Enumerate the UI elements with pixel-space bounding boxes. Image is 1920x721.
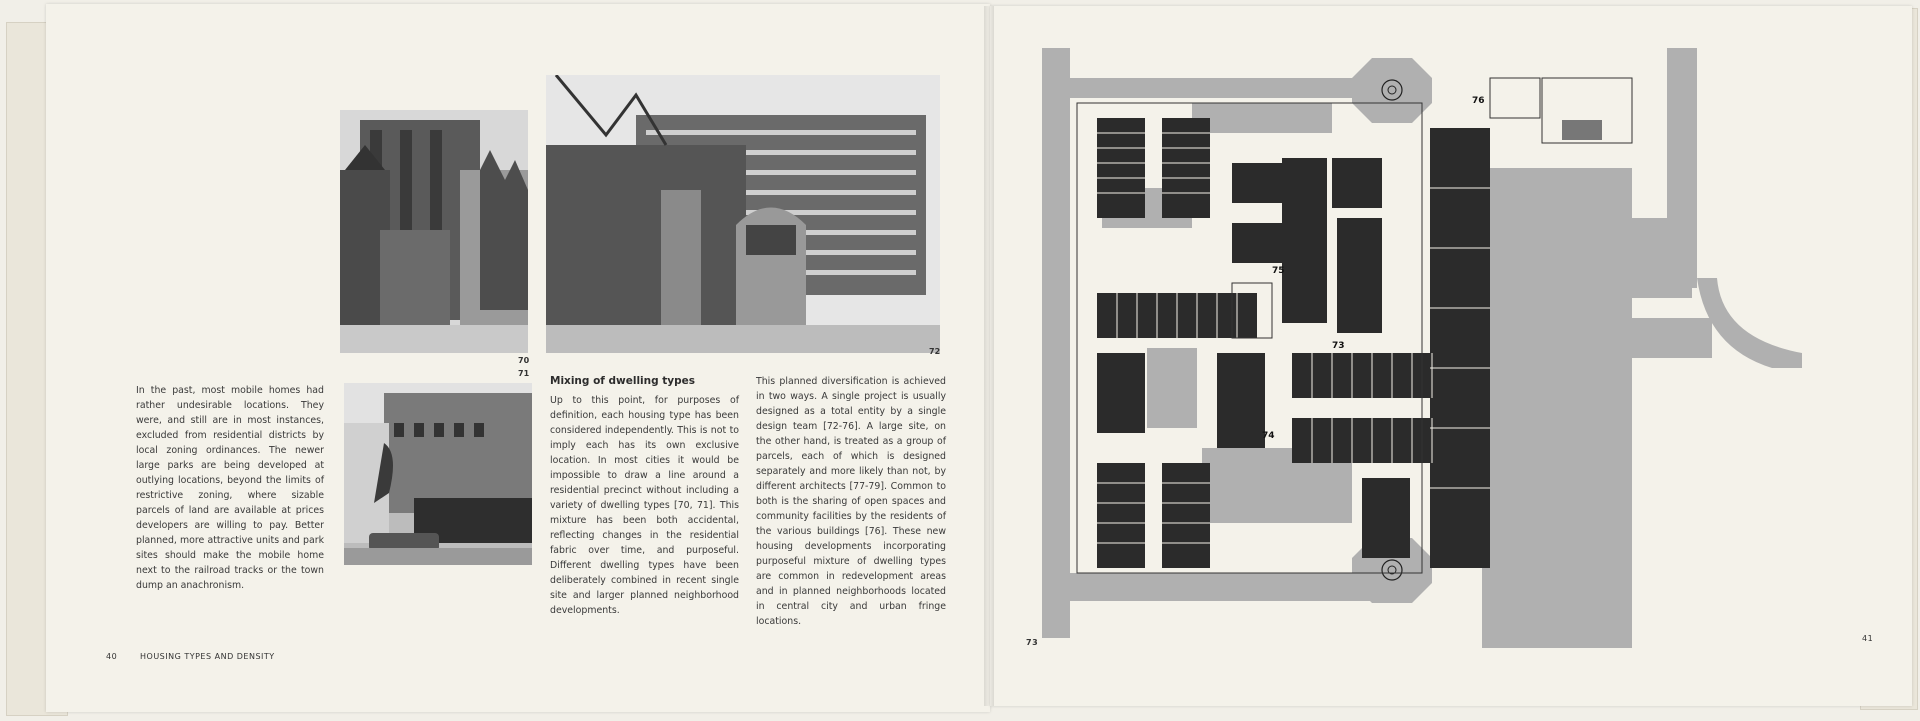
figure-number-73: 73 (1026, 638, 1039, 647)
plan-label-74: 74 (1262, 431, 1275, 441)
section-heading: Mixing of dwelling types (550, 375, 696, 387)
page-number-right: 41 (1862, 634, 1874, 643)
site-plan-73 (1042, 48, 1834, 648)
plan-label-76: 76 (1472, 96, 1485, 106)
figure-number-72: 72 (929, 347, 941, 356)
photo-71-mixed-buildings (344, 383, 532, 565)
plan-label-75: 75 (1272, 266, 1285, 276)
figure-number-70: 70 (518, 356, 530, 365)
section-paragraph-2: This planned diversification is achieved in two ways. A single project is usually designed as a total entity by a single design team [72-76]. A large site, on the other hand, is treated as a group of parcels, each of which is designed separately and more likely than not, by different architects [77-79]. Common to both is the sharing of open spaces and community facilities by the residents of the various buildings [76]. These new housing developments incorporating purposeful mixture of dwelling types are common in redevelopment areas and in planned neighborhoods located in central city and urban fringe locations. (756, 376, 946, 627)
page-number-left: 40 (106, 652, 118, 661)
book-gutter (984, 6, 994, 706)
figure-number-71: 71 (518, 369, 530, 378)
photo-70-street-buildings (340, 110, 528, 353)
running-head: HOUSING TYPES AND DENSITY (140, 652, 275, 661)
plan-label-73: 73 (1332, 341, 1345, 351)
intro-paragraph: In the past, most mobile homes had rather undesirable locations. They were, and still are in most instances, excluded from residential districts by local zoning ordinances. The newer large parks are being developed at outlying locations, beyond the limits of restrictive zoning, where sizable parcels of land are available at prices developers are willing to pay. Better planned, more attractive units and park sites should make the mobile home next to the railroad tracks or the town dump an anachronism. (136, 385, 324, 591)
photo-72-apartment-complex (546, 75, 940, 353)
section-paragraph: Up to this point, for purposes of definition, each housing type has been considered independently. This is not to imply each has its own exclusive location. In most cities it would be impossible to draw a line around a residential precinct without including a variety of dwelling types [70, 71]. This mixture has been both accidental, reflecting changes in the residential fabric over time, and purposeful. Different dwelling types have been deliberately combined in recent single site and larger planned neighborhood developments. (550, 395, 739, 616)
